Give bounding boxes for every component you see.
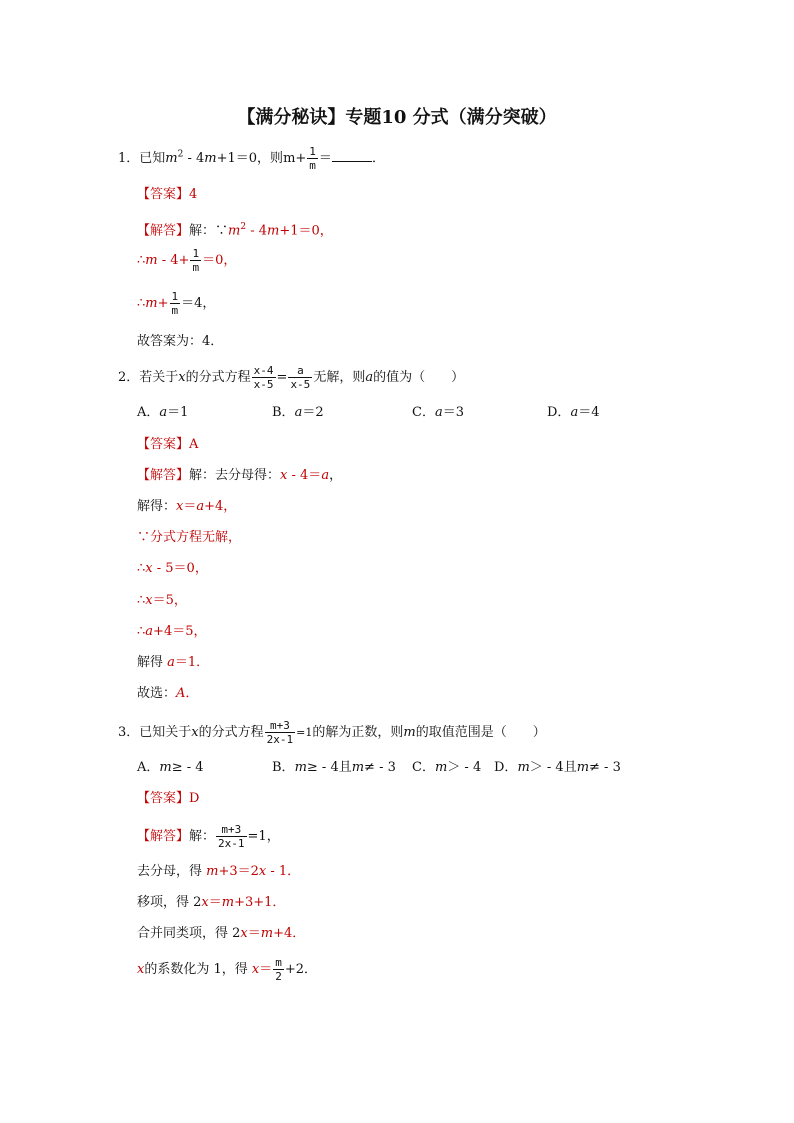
answer-line: 【答案】D bbox=[137, 791, 200, 806]
solution-step: 解得：x＝a+4， bbox=[137, 499, 237, 514]
solution-line: 【解答】解：$\because m^2 - 4m+1=0$， bbox=[137, 222, 333, 239]
question-number: 1． bbox=[118, 151, 140, 166]
answer-line: 【答案】A bbox=[137, 437, 199, 452]
fraction: $\frac{a}{x-5}$ bbox=[290, 364, 311, 391]
answer-blank bbox=[332, 149, 372, 162]
option-a: A．m≥ - 4 bbox=[137, 760, 204, 775]
fraction: $\frac{1}{m}$ bbox=[171, 290, 179, 317]
option-b: B．m≥ - 4且m≠ - 3 bbox=[272, 760, 396, 775]
solution-step: ∴m+ $\frac{1}{m}$ ＝4， bbox=[137, 290, 216, 317]
solution-step: 移项，得 2x＝m+3+1． bbox=[137, 895, 286, 910]
answer-line: 【答案】4 bbox=[137, 187, 198, 202]
solution-step: 解得 a＝1． bbox=[137, 655, 210, 670]
option-c: C．m＞ - 4 bbox=[412, 760, 482, 775]
option-d: D．a＝4 bbox=[547, 405, 600, 420]
solution-step: ∴m - 4+ $\frac{1}{m}$ ＝0， bbox=[137, 247, 237, 274]
solution-line: 【解答】解： $\frac{m+3}{2x-1}$ =1， bbox=[137, 823, 280, 850]
fraction: $\frac{m}{2}$ bbox=[275, 956, 282, 983]
page-title: 【满分秘诀】专题10 分式（满分突破） bbox=[237, 107, 557, 128]
question-number: 3． bbox=[118, 725, 140, 740]
question-1-stem: 1．已知$m^2 - 4m+1=0$，则m+ $\frac{1}{m}$ ＝ ． bbox=[118, 145, 385, 172]
question-3-stem: 3．已知关于x的分式方程 $\frac{m+3}{2x-1}$ =1的解为正数，则m的取值范围是（ ） bbox=[118, 719, 546, 746]
solution-step: ∴x - 5＝0， bbox=[137, 561, 208, 576]
question-2-stem: 2．若关于x的分式方程 $\frac{x-4}{x-5}$ = $\frac{a}{x-5}$ 无解，则a的值为（ ） bbox=[118, 364, 465, 391]
option-d: D．m＞ - 4且m≠ - 3 bbox=[494, 760, 621, 775]
option-a: A．a＝1 bbox=[137, 405, 189, 420]
fraction: $\frac{m+3}{2x-1}$ bbox=[266, 719, 294, 746]
fraction: $\frac{1}{m}$ bbox=[192, 247, 200, 274]
fraction: $\frac{1}{m}$ bbox=[309, 145, 316, 172]
solution-step: 去分母，得 m+3＝2x - 1． bbox=[137, 864, 301, 879]
option-c: C．a＝3 bbox=[412, 405, 464, 420]
solution-step: ∴a+4＝5， bbox=[137, 624, 207, 639]
option-b: B．a＝2 bbox=[272, 405, 324, 420]
solution-step: 合并同类项，得 2x＝m+4． bbox=[137, 926, 306, 941]
solution-conclusion: 故答案为：4． bbox=[137, 334, 224, 349]
question-number: 2． bbox=[118, 370, 140, 385]
fraction: $\frac{x-4}{x-5}$ bbox=[253, 364, 274, 391]
solution-step: ∴x＝5， bbox=[137, 593, 187, 608]
solution-step: x的系数化为 1，得 x＝ $\frac{m}{2}$ +2． bbox=[137, 956, 318, 983]
solution-line: 【解答】解：去分母得：x - 4＝a， bbox=[137, 468, 343, 483]
solution-step: ∵分式方程无解， bbox=[137, 530, 242, 545]
solution-conclusion: 故选：A． bbox=[137, 686, 199, 701]
fraction: $\frac{m+3}{2x-1}$ bbox=[218, 823, 245, 850]
